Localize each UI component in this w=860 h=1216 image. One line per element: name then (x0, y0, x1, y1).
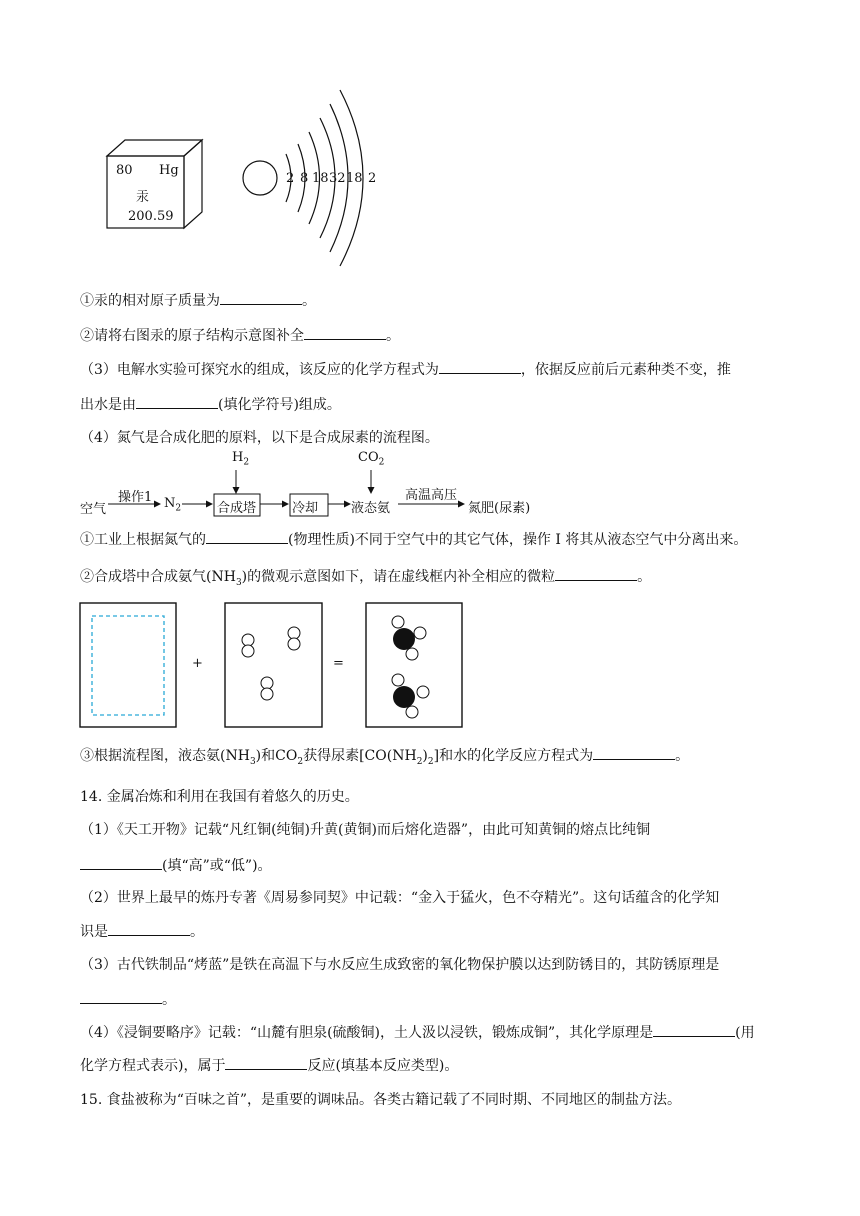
q14-3-text: （3）古代铁制品“烤蓝”是铁在高温下与水反应生成致密的氧化物保护膜以达到防锈目的，其防锈原理是 (80, 957, 720, 973)
punct: 。 (386, 328, 400, 344)
q14-2-text-b: 识是 (80, 924, 108, 940)
answer-blank[interactable] (108, 921, 190, 936)
q13-3-line (80, 359, 731, 380)
answer-blank[interactable] (653, 1022, 735, 1037)
atomic-mass: 200.59 (128, 209, 174, 224)
q14-3-line (80, 955, 719, 975)
q13-4-2-text: ②合成塔中合成氨气 (80, 569, 206, 585)
q13-4-2-text-b: 的微观示意图如下，请在虚线框内补全相应的微粒 (247, 569, 556, 585)
and-text: 和 (261, 748, 276, 764)
q13-3-text: （3）电解水实验可探究水的组成，该反应的化学方程式为 (80, 362, 439, 378)
q14-4-line-2 (80, 1055, 458, 1076)
answer-blank[interactable] (555, 566, 637, 581)
q13-4-1-text-b: (物理性质)不同于空气中的其它气体，操作 I 将其从液态空气中分离出来。 (288, 532, 748, 548)
answer-blank[interactable] (80, 989, 162, 1004)
q13-3-line-2 (80, 394, 341, 415)
punct: 。 (162, 992, 176, 1008)
q13-4-1-text: ①工业上根据氮气的 (80, 532, 206, 548)
flow-n2: $N_2$ (164, 496, 182, 514)
q14-1-line-2 (80, 855, 272, 876)
flow-op1: 操作1 (118, 490, 153, 505)
q13-4-line (80, 428, 439, 448)
punct: 。 (302, 293, 316, 309)
shell-count-1: 2 (286, 171, 295, 186)
q14-4-text-c: 化学方程式表示)，属于 (80, 1058, 226, 1074)
q13-2-2-line (80, 325, 400, 346)
q13-4-2-line (80, 566, 651, 593)
q13-4-text: （4）氮气是合成化肥的原料，以下是合成尿素的流程图。 (80, 430, 439, 446)
shell-count-4: 32 (329, 171, 346, 186)
q13-4-3-text-c: 获得尿素 (303, 748, 360, 764)
answer-blank[interactable] (304, 325, 386, 340)
flow-cool: 冷却 (292, 501, 319, 516)
q14-3-line-2 (80, 989, 176, 1010)
co2-formula: $CO_2$ (275, 748, 304, 767)
nh3-formula: $(NH_3)$ (220, 748, 262, 767)
flow-product: 氮肥(尿素) (468, 501, 531, 516)
flow-air: 空气 (80, 502, 107, 517)
q15-text: 15. 食盐被称为“百味之首”，是重要的调味品。各类古籍记载了不同时期、不同地区的制盐方法。 (80, 1092, 682, 1108)
q13-4-3-text: ③根据流程图，液态氨 (80, 748, 220, 764)
element-symbol: Hg (159, 163, 179, 178)
answer-blank[interactable] (593, 745, 675, 760)
shell-count-5: 18 (346, 171, 363, 186)
q13-3-text-b: ，依据反应前后元素种类不变，推 (520, 362, 731, 378)
q13-2-1-text: ①汞的相对原子质量为 (80, 293, 220, 309)
q14-text: 14. 金属冶炼和利用在我国有着悠久的历史。 (80, 789, 359, 805)
q14-1-text-b: (填“高”或“低”)。 (162, 858, 272, 874)
answer-blank[interactable] (80, 855, 162, 870)
punct: 。 (190, 924, 204, 940)
atomic-number: 80 (116, 163, 133, 178)
element-name: 汞 (136, 190, 150, 205)
nh3-formula: $(NH_3)$ (206, 569, 248, 588)
q13-3-text-c: 出水是由 (80, 397, 136, 413)
micro-particles (78, 600, 468, 730)
answer-blank[interactable] (439, 359, 521, 374)
q14-2-line (80, 888, 719, 908)
flow-condition: 高温高压 (405, 488, 458, 503)
shell-count-2: 8 (300, 171, 309, 186)
q14-heading (80, 787, 359, 807)
q14-4-line (80, 1022, 755, 1043)
micro-plus: + (192, 656, 203, 671)
q14-4-text: （4）《浸铜要略序》记载：“山麓有胆泉(硫酸铜)，土人汲以浸铁，锻炼成铜”，其化学原理是 (80, 1025, 654, 1041)
answer-blank[interactable] (136, 394, 218, 409)
q13-4-3-line (80, 745, 689, 772)
micro-equals: = (333, 656, 344, 671)
q13-2-2-text: ②请将右图汞的原子结构示意图补全 (80, 328, 304, 344)
answer-blank[interactable] (220, 290, 302, 305)
answer-blank[interactable] (225, 1055, 307, 1070)
flow-h2: $H_2$ (232, 450, 250, 468)
shell-count-6: 2 (368, 171, 377, 186)
q14-4-text-b: (用 (735, 1025, 755, 1041)
q14-2-text: （2）世界上最早的炼丹专著《周易参同契》中记载：“金入于猛火，色不夺精光”。这句话蕴含的化学知 (80, 890, 720, 906)
q13-2-1-line (80, 290, 316, 311)
punct: 。 (675, 748, 690, 764)
q14-1-text: （1）《天工开物》记载“凡红铜(纯铜)升黄(黄铜)而后熔化造器”，由此可知黄铜的熔点比纯铜 (80, 822, 651, 838)
q13-4-1-line (80, 529, 747, 550)
punct: 。 (637, 569, 652, 585)
q15-heading (80, 1090, 681, 1110)
q13-4-3-text-d: 和水的化学反应方程式为 (439, 748, 594, 764)
q14-4-text-d: 反应(填基本反应类型)。 (307, 1058, 459, 1074)
answer-blank[interactable] (206, 529, 288, 544)
shell-count-3: 18 (312, 171, 329, 186)
q14-2-line-2 (80, 921, 204, 942)
flow-co2: $CO_2$ (358, 450, 385, 468)
flow-tower: 合成塔 (217, 501, 257, 516)
urea-formula: $[CO(NH_2)_2]$ (359, 748, 440, 767)
flow-liquid-nh3: 液态氨 (351, 501, 391, 516)
q13-3-text-d: (填化学符号)组成。 (218, 397, 341, 413)
q14-1-line (80, 820, 650, 840)
